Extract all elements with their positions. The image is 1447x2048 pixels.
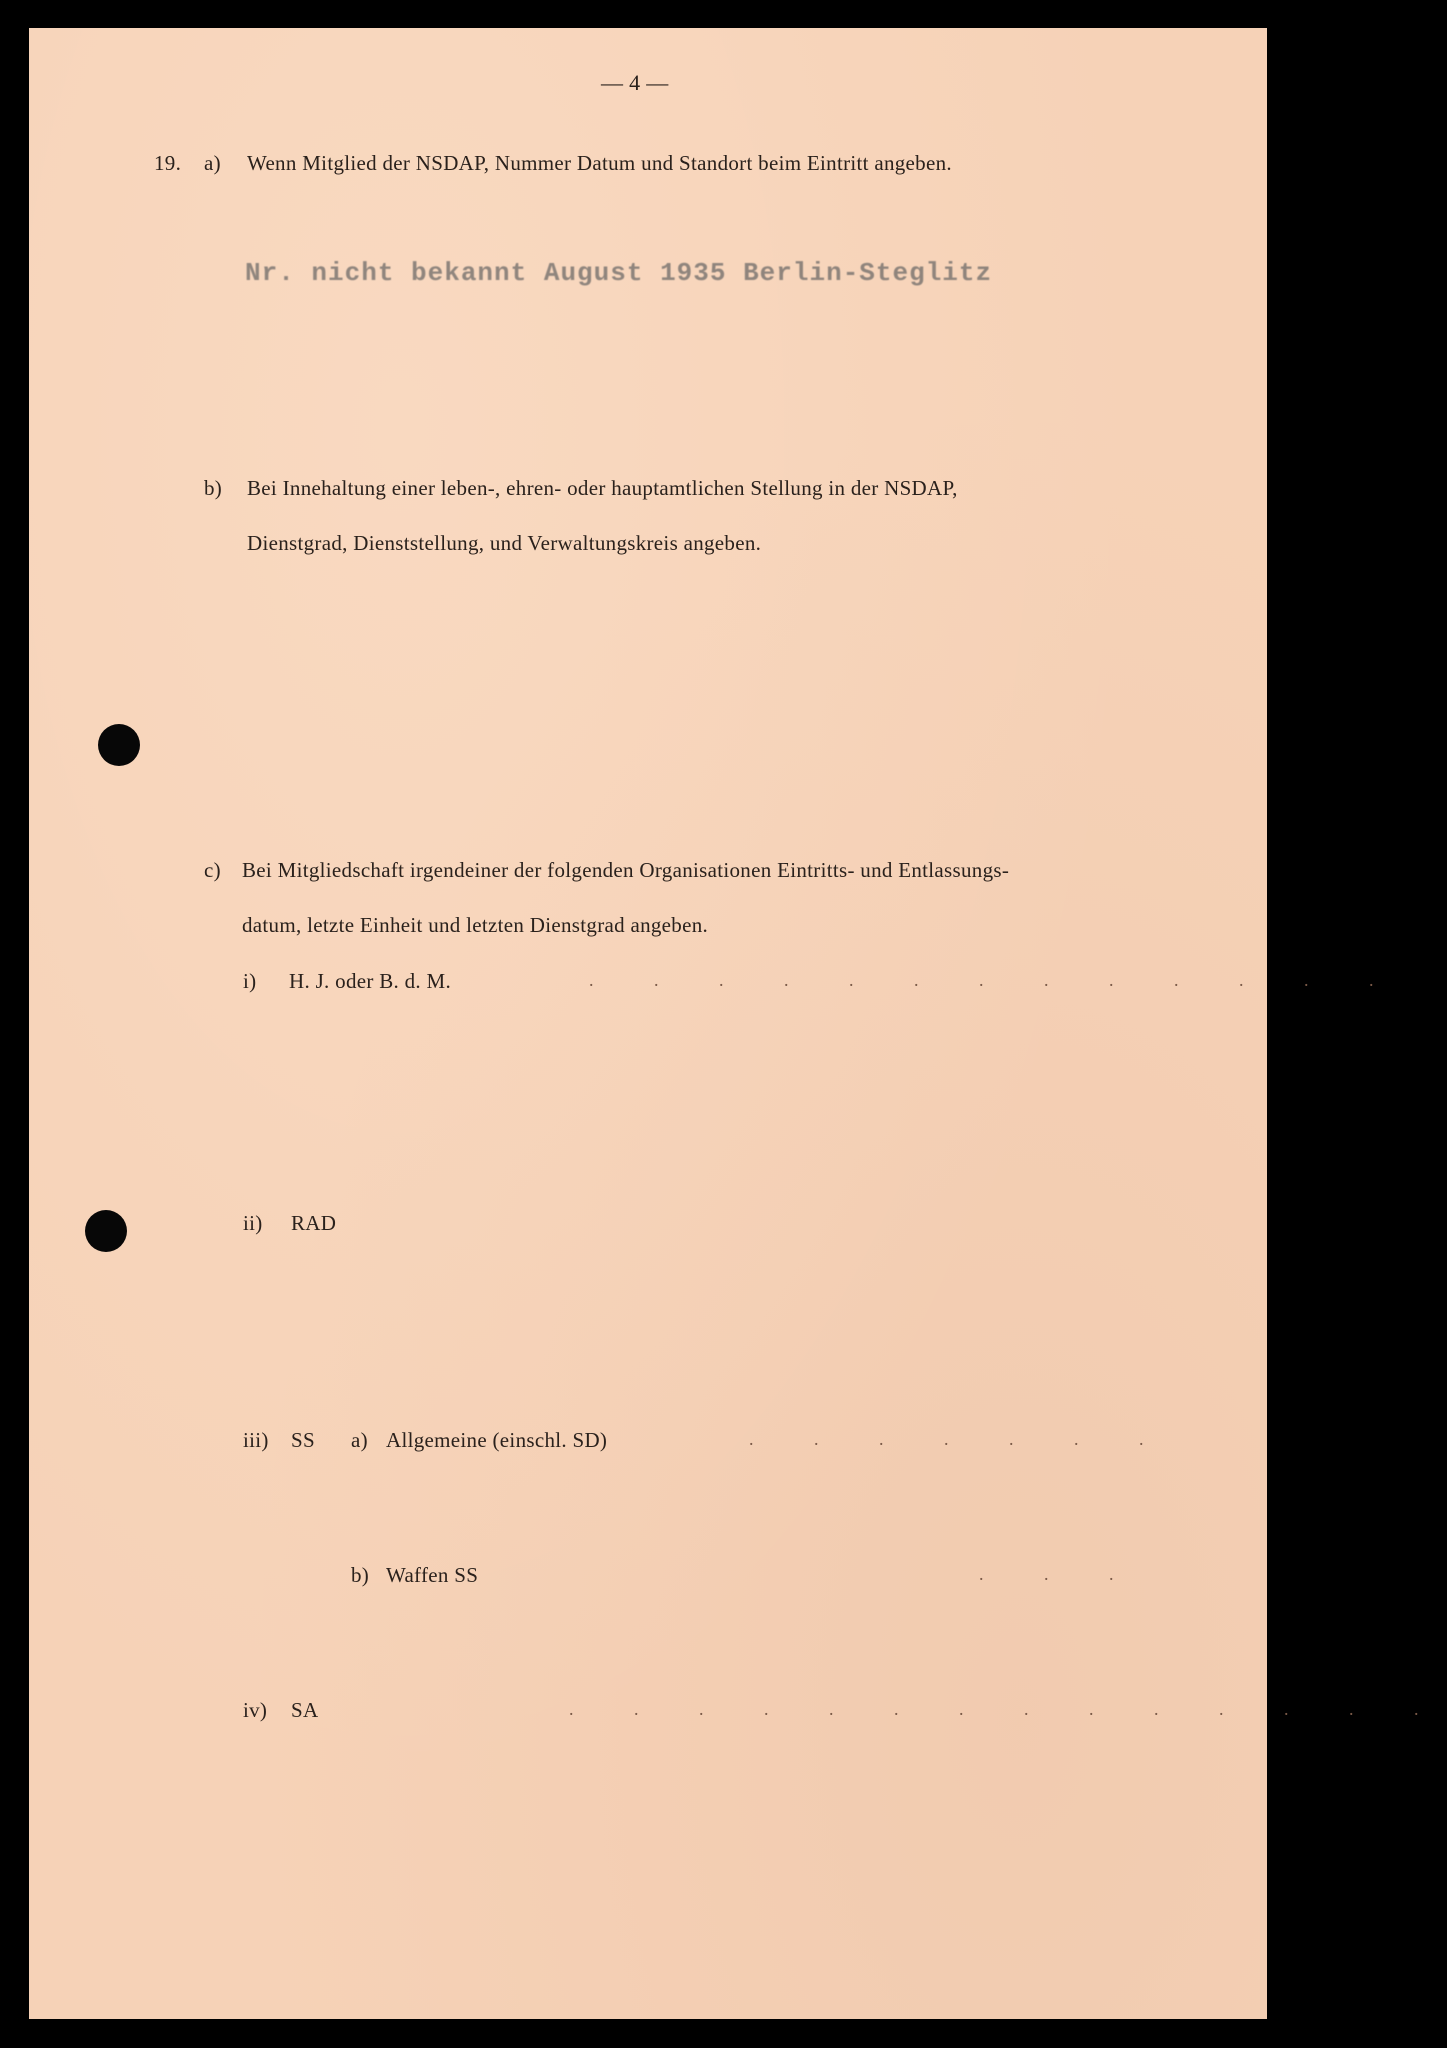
item-iv-label: SA bbox=[291, 1698, 319, 1722]
punch-hole-top bbox=[98, 724, 140, 766]
punch-hole-bottom bbox=[85, 1210, 127, 1252]
item-waffen-ss-label: Waffen SS bbox=[386, 1563, 479, 1587]
form-page bbox=[29, 28, 1447, 2019]
item-ii-marker: ii) bbox=[243, 1211, 263, 1235]
question-a-prompt: Wenn Mitglied der NSDAP, Nummer Datum und Standort beim Eintritt angeben. bbox=[247, 151, 952, 175]
item-iii-sub-label: Allgemeine (einschl. SD) bbox=[386, 1428, 608, 1452]
question-b-prompt-line2: Dienstgrad, Dienststellung, und Verwaltungskreis angeben. bbox=[247, 531, 762, 555]
question-b-prompt-line1: Bei Innehaltung einer leben-, ehren- oder hauptamtlichen Stellung in der NSDAP, bbox=[247, 476, 958, 500]
question-b-marker: b) bbox=[204, 476, 223, 500]
item-iii-sub-marker: a) bbox=[351, 1428, 368, 1452]
item-i-marker: i) bbox=[243, 969, 257, 993]
question-a-marker: a) bbox=[204, 151, 221, 175]
question-c-prompt-line2: datum, letzte Einheit und letzten Dienstgrad angeben. bbox=[242, 913, 709, 937]
page-number: — 4 — bbox=[601, 70, 669, 95]
item-iii-marker: iii) bbox=[243, 1428, 269, 1452]
question-a-typed-answer: Nr. nicht bekannt August 1935 Berlin-Steglitz bbox=[245, 258, 993, 288]
item-waffen-ss-marker: b) bbox=[351, 1563, 370, 1587]
item-waffen-ss-dotted-leader: . . . bbox=[979, 1564, 1142, 1584]
item-ii-label: RAD bbox=[291, 1211, 337, 1235]
item-iii-label: SS bbox=[291, 1428, 315, 1452]
item-i-label: H. J. oder B. d. M. bbox=[289, 969, 452, 993]
item-iv-marker: iv) bbox=[243, 1698, 268, 1722]
question-c-prompt-line1: Bei Mitgliedschaft irgendeiner der folgenden Organisationen Eintritts- und Entlassungs- bbox=[242, 858, 1010, 882]
question-c-marker: c) bbox=[204, 858, 221, 882]
item-iv-dotted-leader: . . . . . . . . . . . . . . bbox=[569, 1699, 1447, 1719]
item-iii-dotted-leader: . . . . . . . bbox=[749, 1429, 1172, 1449]
question-number: 19. bbox=[154, 151, 182, 175]
item-i-dotted-leader: . . . . . . . . . . . . . bbox=[589, 970, 1402, 990]
